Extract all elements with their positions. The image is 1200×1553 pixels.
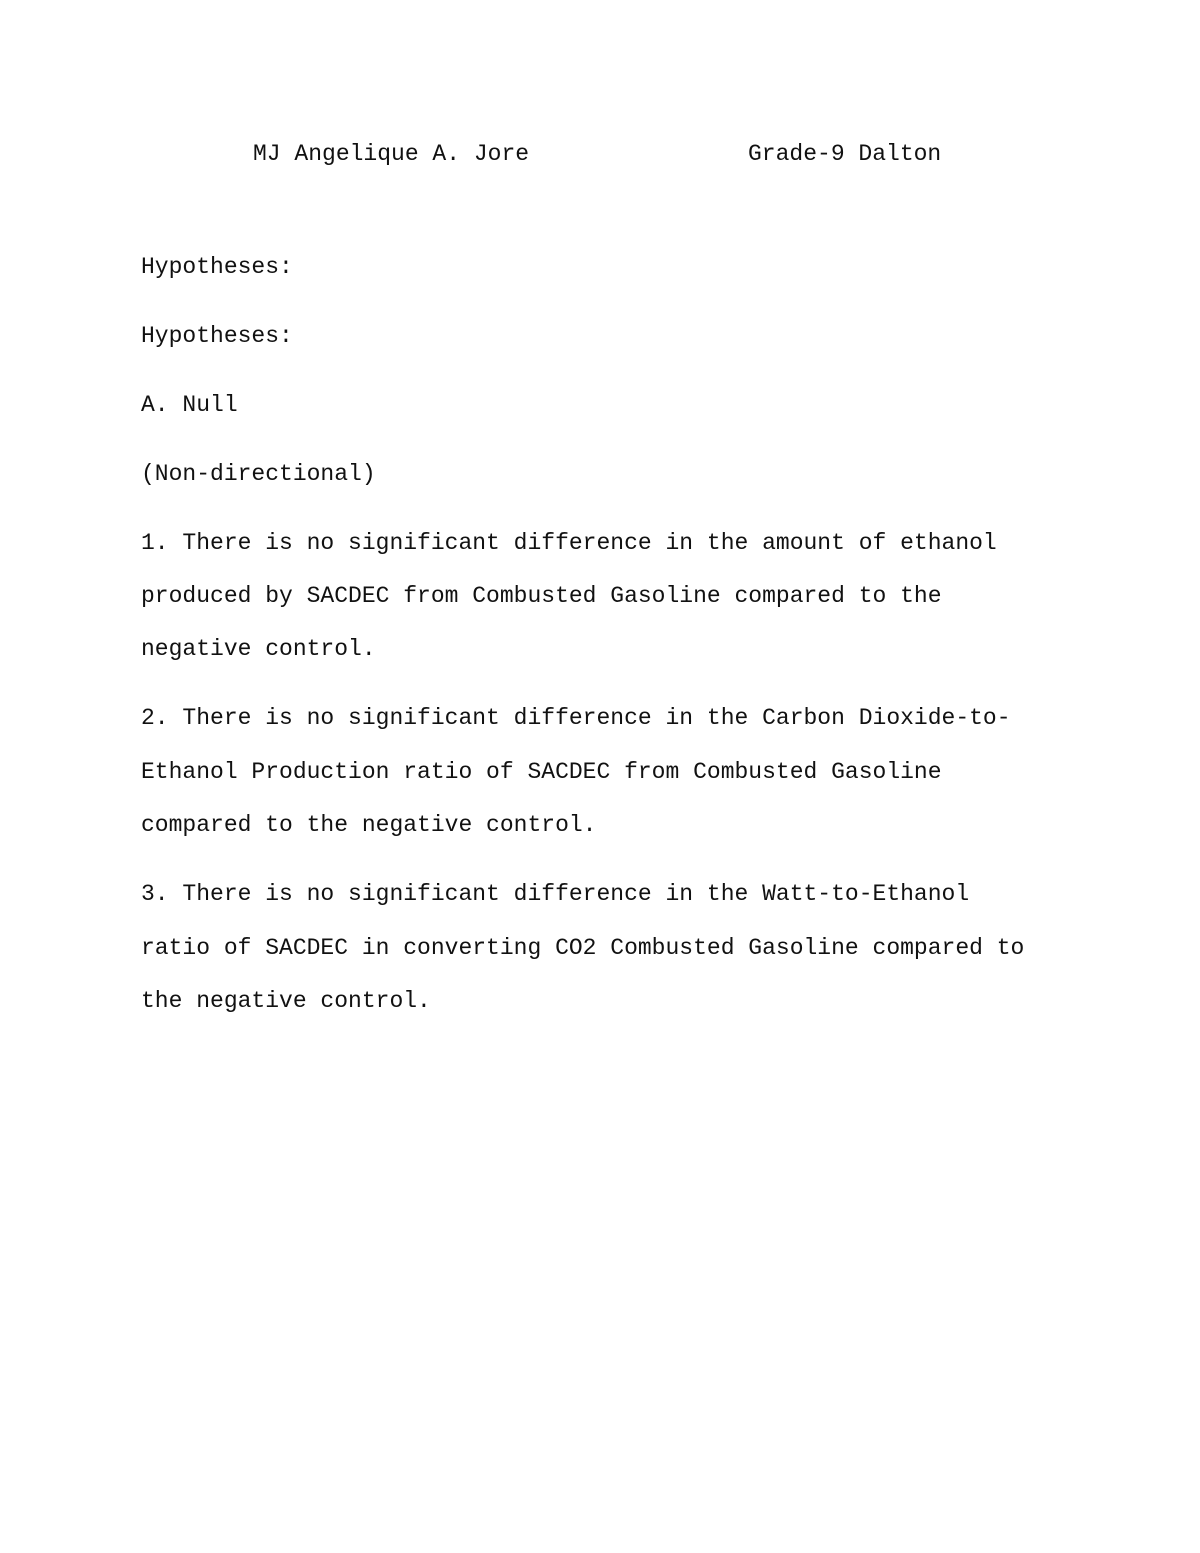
heading-hypotheses: Hypotheses: (141, 254, 293, 280)
hypothesis-3-line-1: 3. There is no significant difference in the Watt-to-Ethanol (141, 881, 970, 907)
hypothesis-2-line-1: 2. There is no significant difference in the Carbon Dioxide-to- (141, 705, 1011, 731)
hypothesis-2-line-2: Ethanol Production ratio of SACDEC from Combusted Gasoline (141, 759, 942, 785)
hypothesis-1-line-1: 1. There is no significant difference in the amount of ethanol (141, 530, 997, 556)
hypothesis-1-line-2: produced by SACDEC from Combusted Gasoline compared to the (141, 583, 942, 609)
hypothesis-2-line-3: compared to the negative control. (141, 812, 597, 838)
heading-hypotheses-repeat: Hypotheses: (141, 323, 293, 349)
class-section: Grade-9 Dalton (748, 141, 942, 167)
student-name: MJ Angelique A. Jore (253, 141, 530, 167)
hypothesis-3-line-3: the negative control. (141, 988, 431, 1014)
section-type: (Non-directional) (141, 461, 376, 487)
hypothesis-3-line-2: ratio of SACDEC in converting CO2 Combusted Gasoline compared to (141, 935, 1025, 961)
hypothesis-1-line-3: negative control. (141, 636, 376, 662)
section-label-null: A. Null (141, 392, 238, 418)
